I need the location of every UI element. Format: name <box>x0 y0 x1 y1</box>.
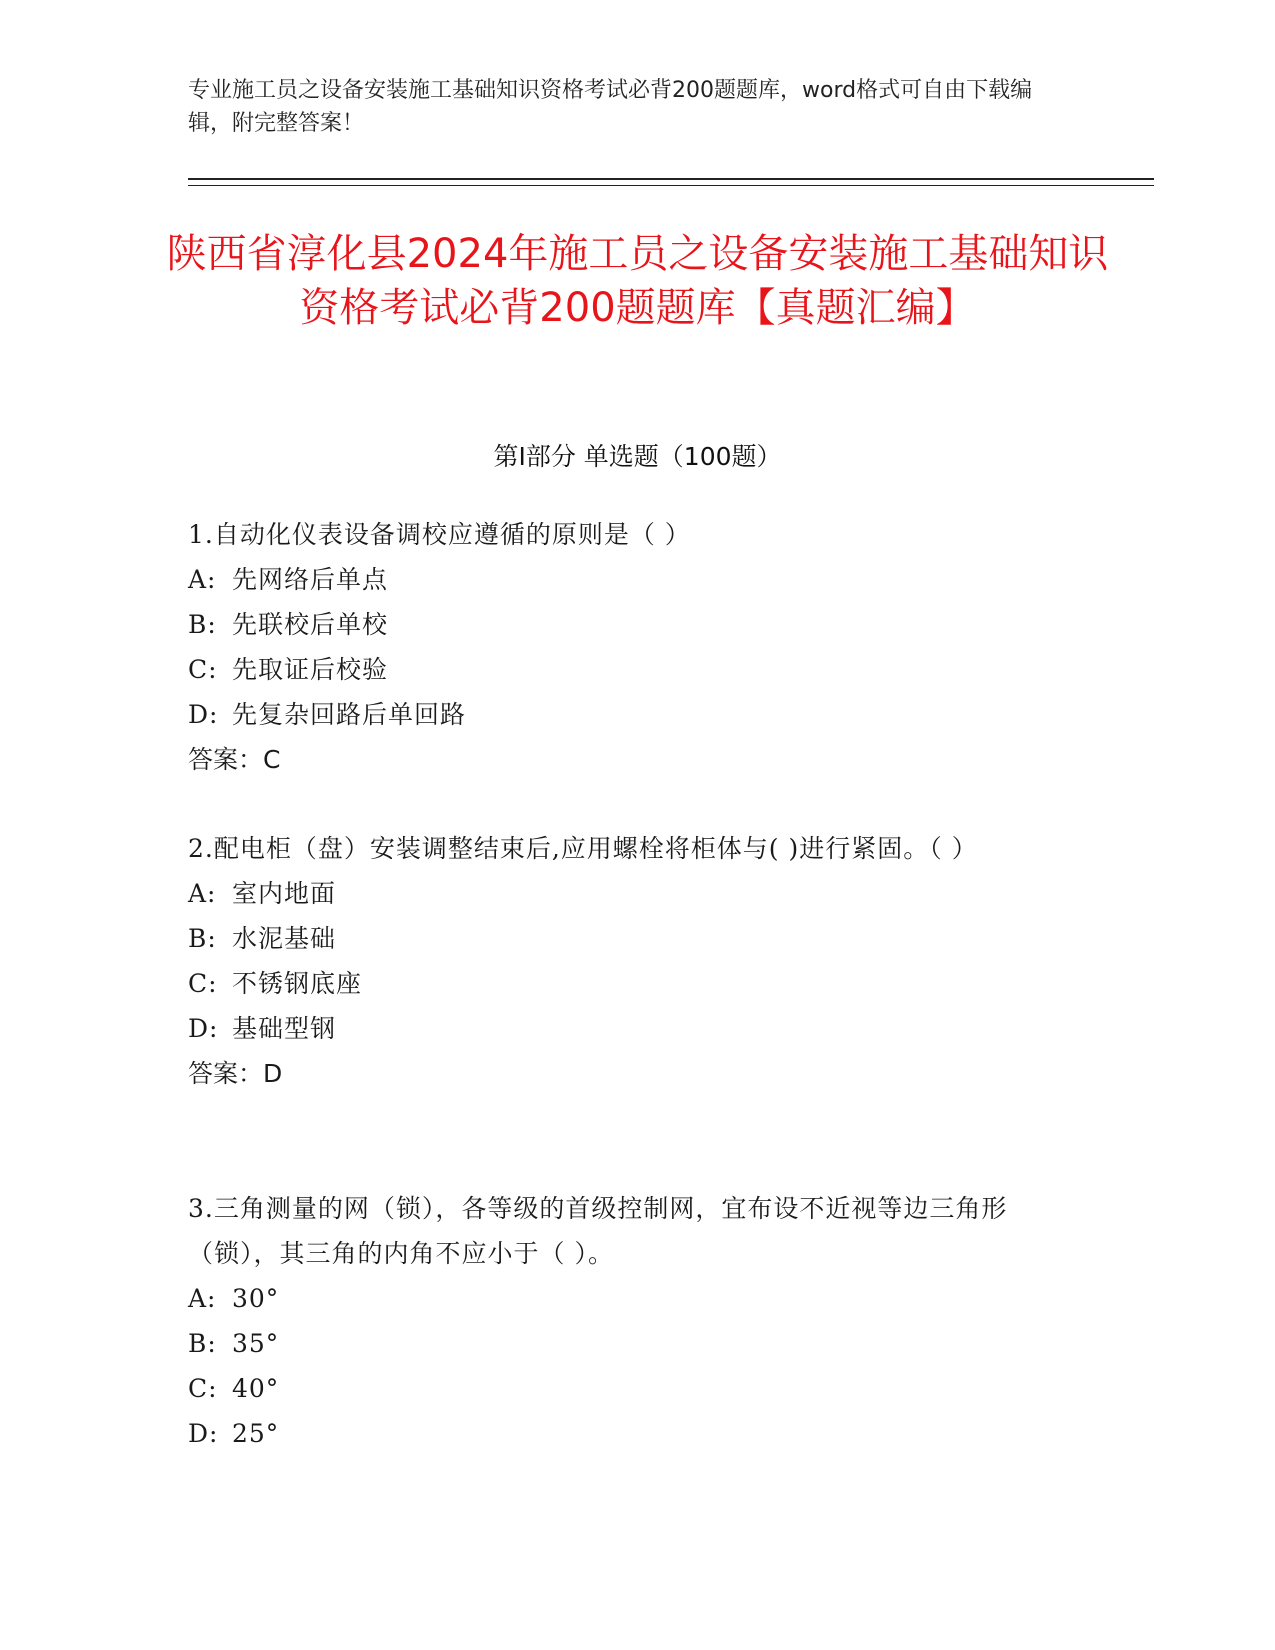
option-key: C: <box>188 655 218 684</box>
header-divider-thin <box>188 185 1154 186</box>
option-key: D: <box>188 700 219 729</box>
option-c <box>188 961 1068 1006</box>
option-b <box>188 916 1068 961</box>
option-text: 不锈钢底座 <box>232 969 363 998</box>
question-stem: 2.配电柜（盘）安装调整结束后,应用螺栓将柜体与( )进行紧固。（ ） <box>188 834 978 863</box>
option-text: 30° <box>232 1284 280 1313</box>
option-c <box>188 647 1068 692</box>
question-2 <box>188 826 1068 1096</box>
question-3 <box>188 1186 1068 1456</box>
option-key: B: <box>188 610 217 639</box>
option-text: 先网络后单点 <box>232 565 389 594</box>
answer-line: 答案：C <box>188 745 281 774</box>
option-text: 40° <box>232 1374 280 1403</box>
option-key: A: <box>188 879 217 908</box>
answer-line: 答案：D <box>188 1059 283 1088</box>
option-text: 先联校后单校 <box>232 610 389 639</box>
option-text: 35° <box>232 1329 280 1358</box>
option-d <box>188 1411 1068 1456</box>
option-d <box>188 692 1068 737</box>
option-key: B: <box>188 1329 217 1358</box>
option-key: D: <box>188 1419 219 1448</box>
option-text: 先取证后校验 <box>232 655 389 684</box>
question-stem: 3.三角测量的网（锁），各等级的首级控制网，宜布设不近视等边三角形（锁），其三角的内角不应小于（ ）。 <box>188 1194 1008 1268</box>
option-key: D: <box>188 1014 219 1043</box>
section-heading: 第I部分 单选题（100题） <box>493 442 782 471</box>
option-key: C: <box>188 969 218 998</box>
question-1 <box>188 512 1068 782</box>
header-note: 专业施工员之设备安装施工基础知识资格考试必背200题题库，word格式可自由下载编辑，附完整答案！ <box>188 78 1033 136</box>
option-text: 室内地面 <box>232 879 337 908</box>
option-key: C: <box>188 1374 218 1403</box>
option-text: 基础型钢 <box>232 1014 337 1043</box>
header-divider-thick <box>188 178 1154 180</box>
option-b <box>188 602 1068 647</box>
question-stem: 1.自动化仪表设备调校应遵循的原则是（ ） <box>188 520 691 549</box>
option-key: A: <box>188 1284 217 1313</box>
option-a <box>188 871 1068 916</box>
option-b <box>188 1321 1068 1366</box>
option-a <box>188 557 1068 602</box>
document-title: 陕西省淳化县2024年施工员之设备安装施工基础知识资格考试必背200题题库【真题汇编】 <box>166 231 1109 331</box>
option-d <box>188 1006 1068 1051</box>
option-text: 25° <box>232 1419 280 1448</box>
option-key: A: <box>188 565 217 594</box>
option-c <box>188 1366 1068 1411</box>
option-text: 水泥基础 <box>232 924 337 953</box>
option-a <box>188 1276 1068 1321</box>
option-text: 先复杂回路后单回路 <box>232 700 467 729</box>
option-key: B: <box>188 924 217 953</box>
